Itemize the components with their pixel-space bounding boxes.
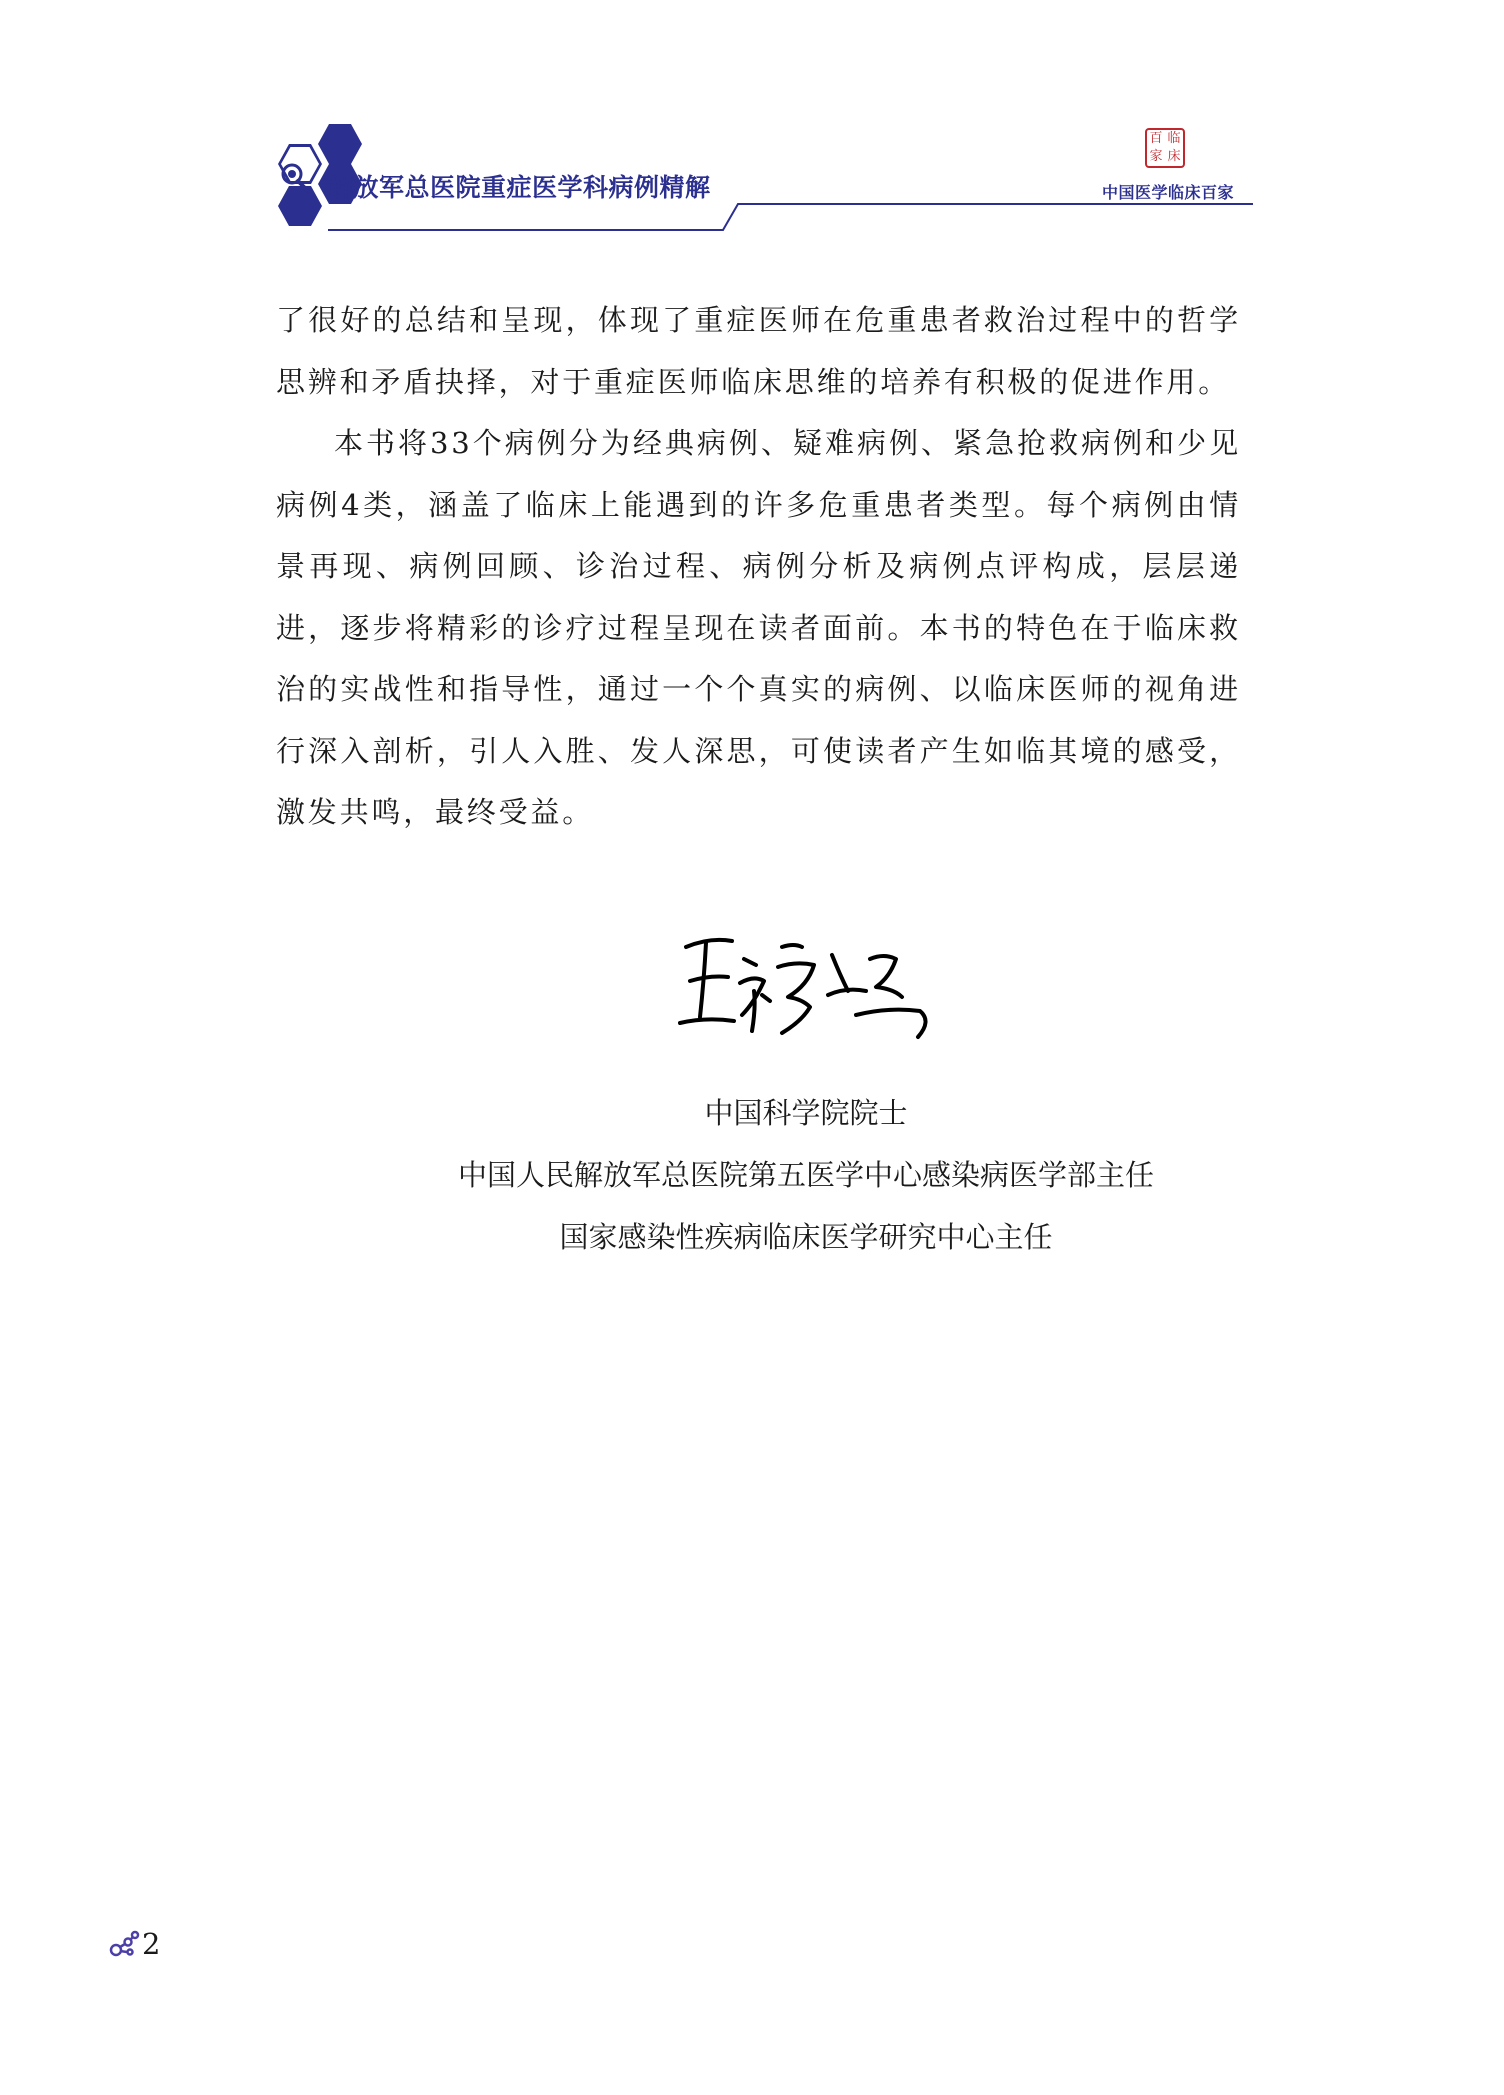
book-title: 解放军总医院重症医学科病例精解	[328, 173, 711, 202]
series-title: 中国医学临床百家	[1102, 183, 1235, 202]
page-footer	[108, 1924, 160, 1964]
signer-title-department: 中国人民解放军总医院第五医学中心感染病医学部主任	[457, 1158, 1154, 1192]
header-rule	[268, 200, 1268, 232]
signer-title-center: 国家感染性疾病临床医学研究中心主任	[559, 1220, 1053, 1254]
body-text	[276, 290, 1241, 844]
handwritten-signature	[670, 925, 950, 1050]
seal-stamp: 百 临 家 床	[1145, 128, 1185, 168]
magnifier-icon	[278, 162, 318, 202]
paragraph: 本书将33个病例分为经典病例、疑难病例、紧急抢救病例和少见病例4类，涵盖了临床上能遇到的许多危重患者类型。每个病例由情景再现、病例回顾、诊治过程、病例分析及病例点评构成，层层递进，逐步将精彩的诊疗过程呈现在读者面前。本书的特色在于临床救治的实战性和指导性，通过一个个真实的病例、以临床医师的视角进行深入剖析，引人入胜、发人深思，可使读者产生如临其境的感受，激发共鸣，最终受益。	[276, 426, 1241, 829]
paragraph: 了很好的总结和呈现，体现了重症医师在危重患者救治过程中的哲学思辨和矛盾抉择，对于重症医师临床思维的培养有积极的促进作用。	[276, 303, 1241, 399]
page-number: 2	[142, 1927, 161, 1961]
page-header	[0, 0, 1504, 230]
signature-titles	[276, 1082, 1336, 1268]
signer-title-academician: 中国科学院院士	[704, 1096, 908, 1130]
molecule-icon	[108, 1928, 140, 1960]
